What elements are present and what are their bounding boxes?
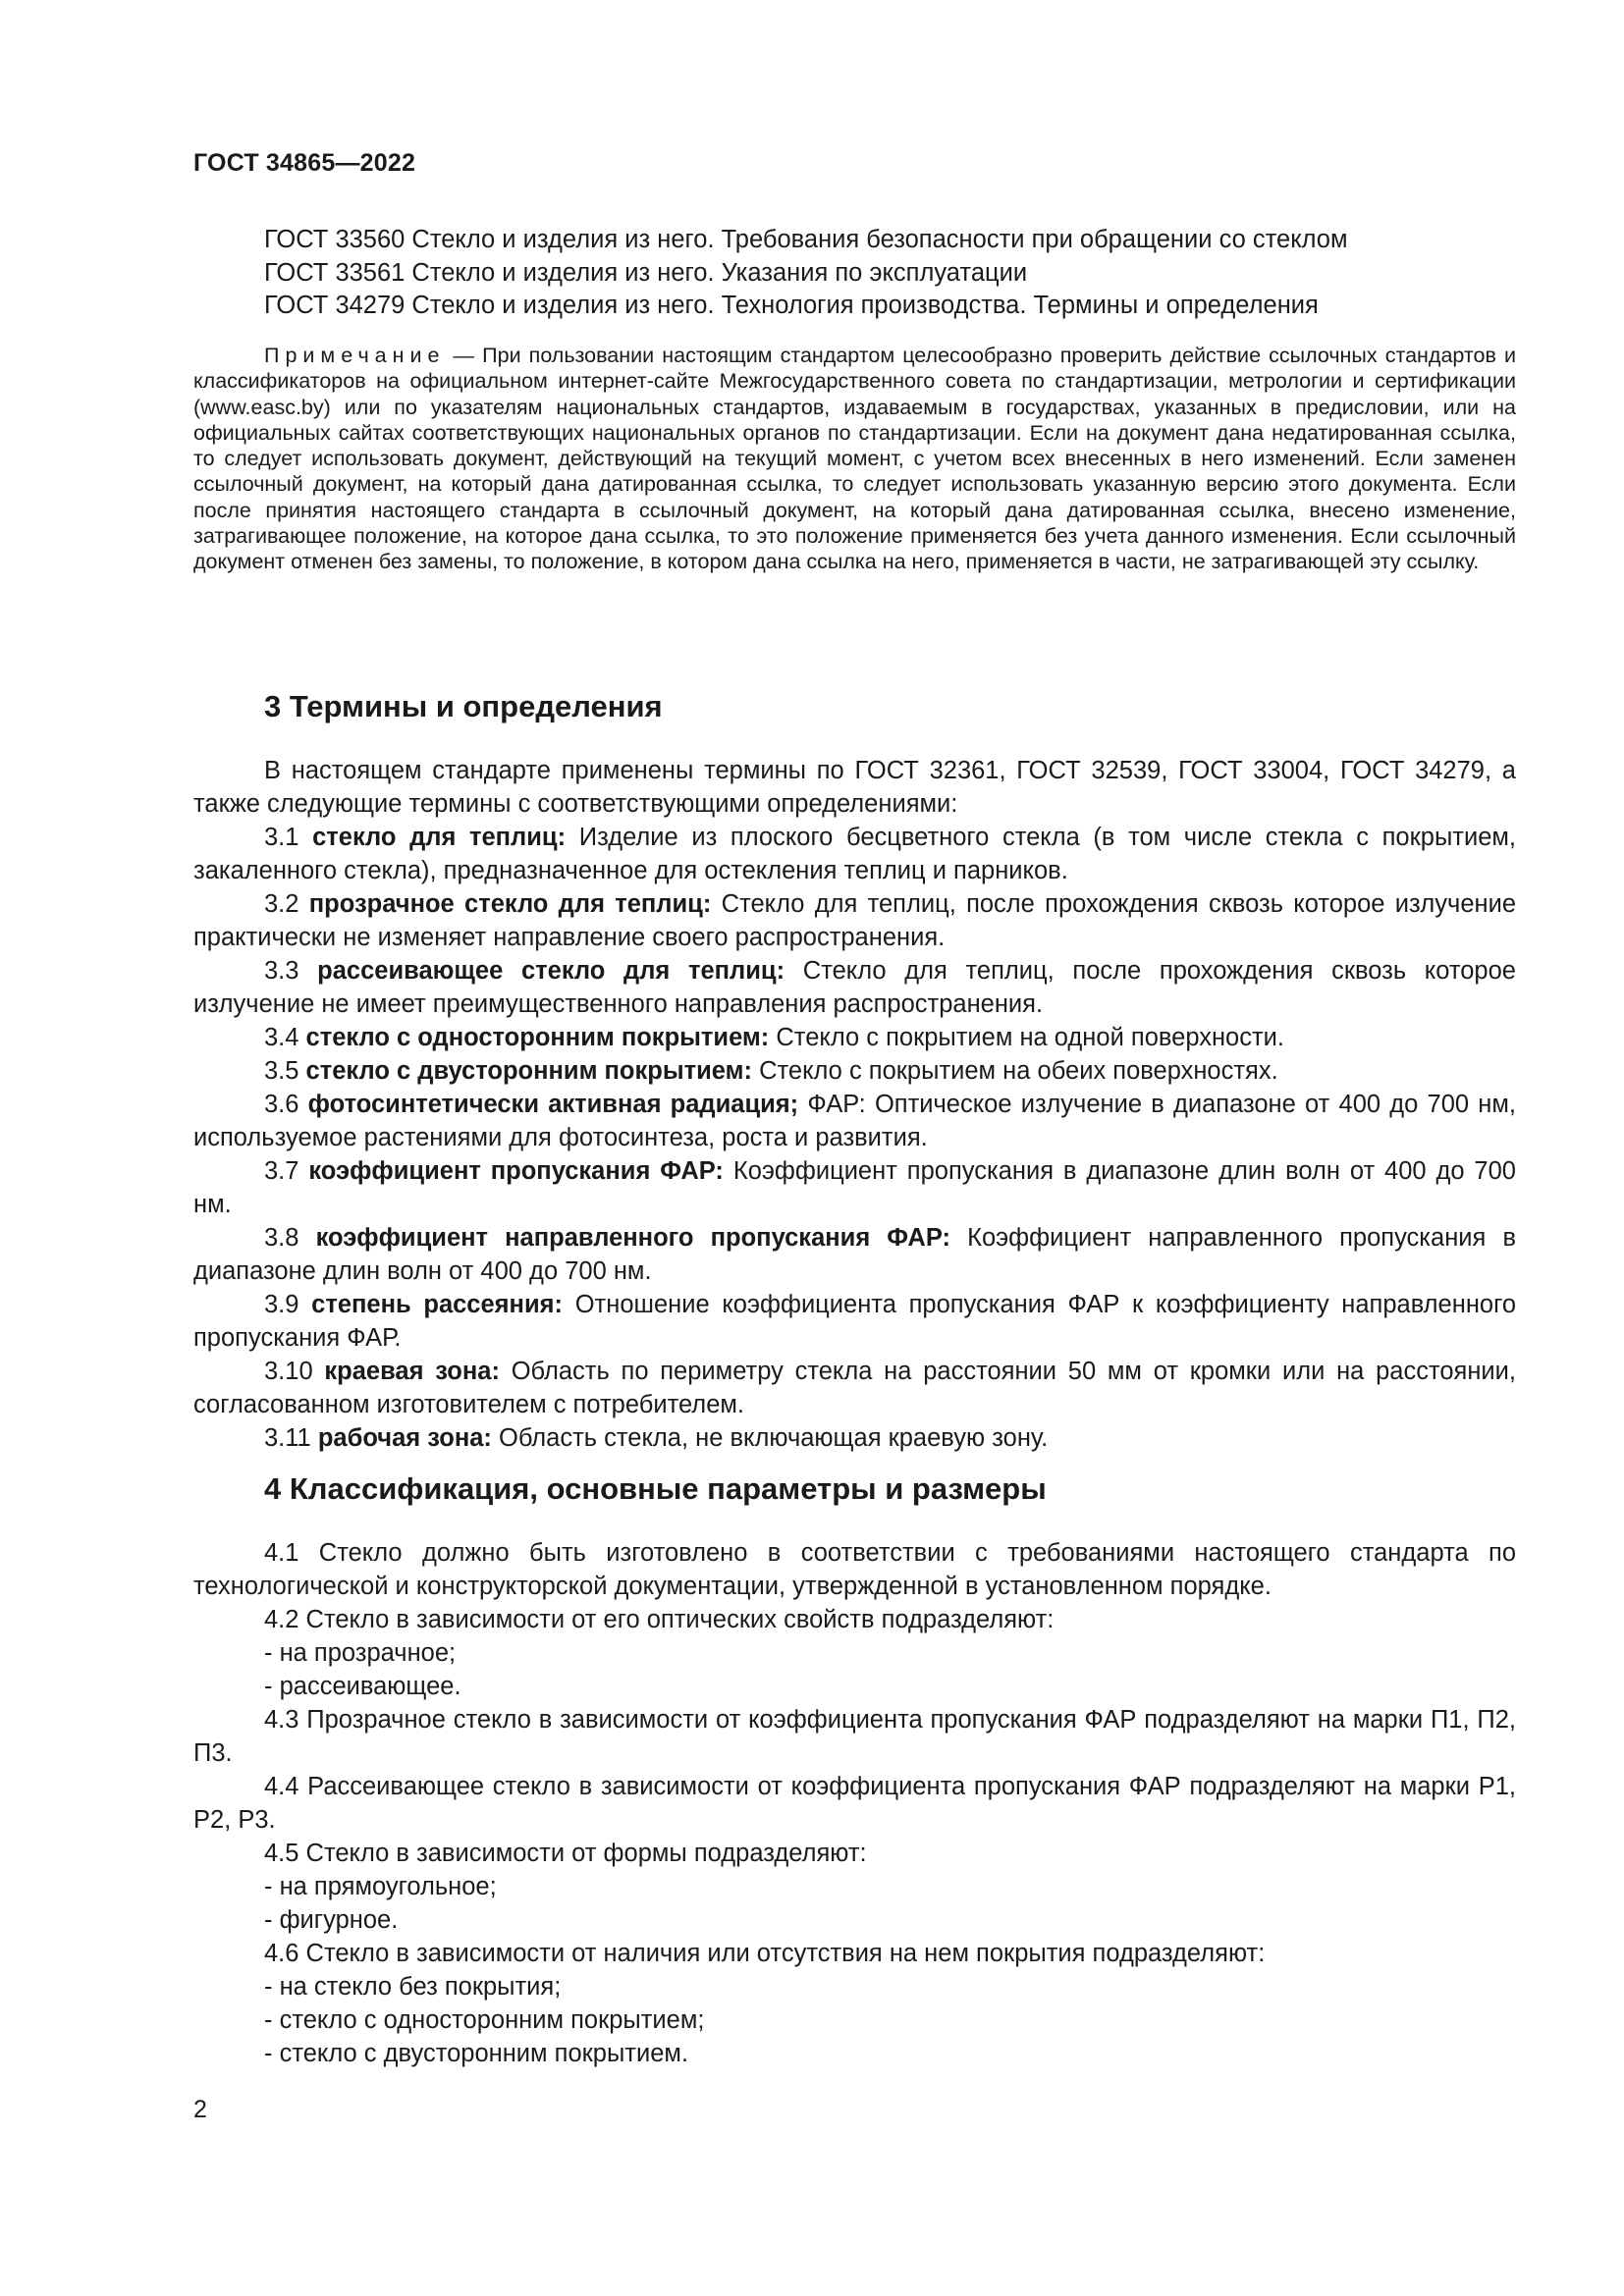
section-4-heading: 4 Классификация, основные параметры и размеры [264,1471,1047,1506]
term-name: прозрачное стекло для теплиц: [308,890,712,918]
list-item: - рассеивающее. [264,1673,461,1700]
term-3-1 [193,821,1516,887]
section-3-intro: В настоящем стандарте применены термины по ГОСТ 32361, ГОСТ 32539, ГОСТ 33004, ГОСТ 34279, а также следующие термины с соответствующими определениями: [193,757,1516,818]
section-4 [193,1469,1516,1509]
clause-4-1: 4.1 Стекло должно быть изготовлено в соответствии с требованиями настоящего стандарта по технологической и конструкторской документации, утвержденной в установленном порядке. [193,1539,1516,1600]
term-3-6 [193,1088,1516,1154]
reference-item: ГОСТ 33561 Стекло и изделия из него. Указания по эксплуатации [264,258,1028,287]
term-definition: Стекло для теплиц, после прохождения сквозь которое излучение практически не изменяет направление своего распространения. [193,890,1517,951]
term-name: рассеивающее стекло для теплиц: [317,957,785,985]
page-number: 2 [193,2096,207,2123]
term-number: 3.8 [264,1224,316,1252]
term-name: краевая зона: [324,1358,500,1385]
term-3-7 [193,1154,1516,1221]
term-definition: Область по периметру стекла на расстоянии 50 мм от кромки или на расстоянии, согласованном изготовителем с потребителем. [193,1358,1516,1418]
term-definition: Изделие из плоского бесцветного стекла (в том числе стекла с покрытием, закаленного стекла), предназначенное для остекления теплиц и парников. [193,824,1516,884]
term-definition: Стекло с покрытием на обеих поверхностях. [752,1057,1278,1085]
term-3-4 [193,1021,1516,1054]
term-number: 3.10 [264,1358,325,1385]
document-code-header: ГОСТ 34865—2022 [193,149,416,177]
term-number: 3.7 [264,1157,309,1185]
term-name: стекло для теплиц: [312,824,567,851]
section-3-heading: 3 Термины и определения [264,689,663,723]
term-definition: ФАР: Оптическое излучение в диапазоне от 400 до 700 нм, используемое растениями для фотосинтеза, роста и развития. [193,1091,1516,1151]
reference-item: ГОСТ 34279 Стекло и изделия из него. Технология производства. Термины и определения [264,292,1319,319]
term-3-11 [193,1421,1516,1455]
clause-4-2: 4.2 Стекло в зависимости от его оптических свойств подразделяют: [264,1606,1055,1633]
references-note [193,343,1516,575]
list-item: - фигурное. [264,1906,399,1934]
note-dash: — [445,344,483,367]
term-name: коэффициент пропускания ФАР: [308,1157,724,1185]
term-3-8 [193,1221,1516,1288]
clause-4-3: 4.3 Прозрачное стекло в зависимости от коэффициента пропускания ФАР подразделяют на марки П1, П2, П3. [193,1706,1516,1767]
term-definition: Область стекла, не включающая краевую зону. [491,1424,1049,1452]
term-number: 3.11 [264,1424,318,1452]
term-name: стекло с двусторонним покрытием: [305,1057,752,1085]
term-3-9 [193,1288,1516,1355]
term-name: коэффициент направленного пропускания ФАР: [315,1224,951,1252]
note-paragraph [193,343,1516,575]
list-item: - стекло с односторонним покрытием; [264,2006,705,2034]
term-definition: Стекло для теплиц, после прохождения сквозь которое излучение не имеет преимущественного направления распространения. [193,957,1516,1018]
term-number: 3.2 [264,890,309,918]
section-3-body [193,754,1516,1455]
clause-4-5: 4.5 Стекло в зависимости от формы подразделяют: [264,1840,867,1867]
term-3-2 [193,887,1516,954]
list-item: - стекло с двусторонним покрытием. [264,2040,689,2067]
term-name: стекло с односторонним покрытием: [305,1024,770,1051]
reference-item: ГОСТ 33560 Стекло и изделия из него. Требования безопасности при обращении со стеклом [264,226,1348,253]
term-number: 3.4 [264,1024,306,1051]
term-3-10 [193,1355,1516,1421]
list-item: - на стекло без покрытия; [264,1973,562,2001]
term-number: 3.9 [264,1291,312,1318]
term-name: фотосинтетически активная радиация; [307,1091,799,1118]
list-item: - на прямоугольное; [264,1873,497,1900]
note-label: Примечание [264,344,446,367]
term-definition: Коэффициент пропускания в диапазоне длин волн от 400 до 700 нм. [193,1157,1516,1218]
clause-4-4: 4.4 Рассеивающее стекло в зависимости от коэффициента пропускания ФАР подразделяют на марки Р1, Р2, Р3. [193,1773,1516,1834]
term-3-3 [193,954,1516,1021]
section-4-body [193,1536,1516,2070]
term-definition: Отношение коэффициента пропускания ФАР к коэффициенту направленного пропускания ФАР. [193,1291,1517,1352]
term-name: степень рассеяния: [311,1291,564,1318]
term-name: рабочая зона: [317,1424,492,1452]
list-item: - на прозрачное; [264,1639,457,1667]
normative-references [193,224,1516,323]
term-definition: Коэффициент направленного пропускания в диапазоне длин волн от 400 до 700 нм. [193,1224,1516,1285]
term-number: 3.1 [264,824,313,851]
note-text: При пользовании настоящим стандартом целесообразно проверить действие ссылочных стандартов и классификаторов на официальном интернет-сайте Межгосударственного совета по стандартизации, метрологии и сертификации (www.easc.by) или по указателям национальных стандартов, издаваемым в государствах, указанных в предисловии, или на официальных сайтах соответствующих национальных органов по стандартизации. Если на документ дана недатированная ссылка, то следует использовать документ, действующий на текущий момент, с учетом всех внесенных в него изменений. Если заменен ссылочный документ, на который дана датированная ссылка, то следует использовать указанную версию этого документа. Если после принятия настоящего стандарта в ссылочный документ, на который дана датированная ссылка, внесено изменение, затрагивающее положение, на которое дана ссылка, то это положение применяется без учета данного изменения. Если ссылочный документ отменен без замены, то положение, в котором дана ссылка на него, применяется в части, не затрагивающей эту ссылку. [193,344,1516,574]
term-definition: Стекло с покрытием на одной поверхности. [769,1024,1285,1051]
term-number: 3.5 [264,1057,306,1085]
section-3 [193,687,1516,726]
term-3-5 [193,1054,1516,1088]
term-number: 3.6 [264,1091,308,1118]
clause-4-6: 4.6 Стекло в зависимости от наличия или отсутствия на нем покрытия подразделяют: [264,1940,1266,1967]
term-number: 3.3 [264,957,318,985]
